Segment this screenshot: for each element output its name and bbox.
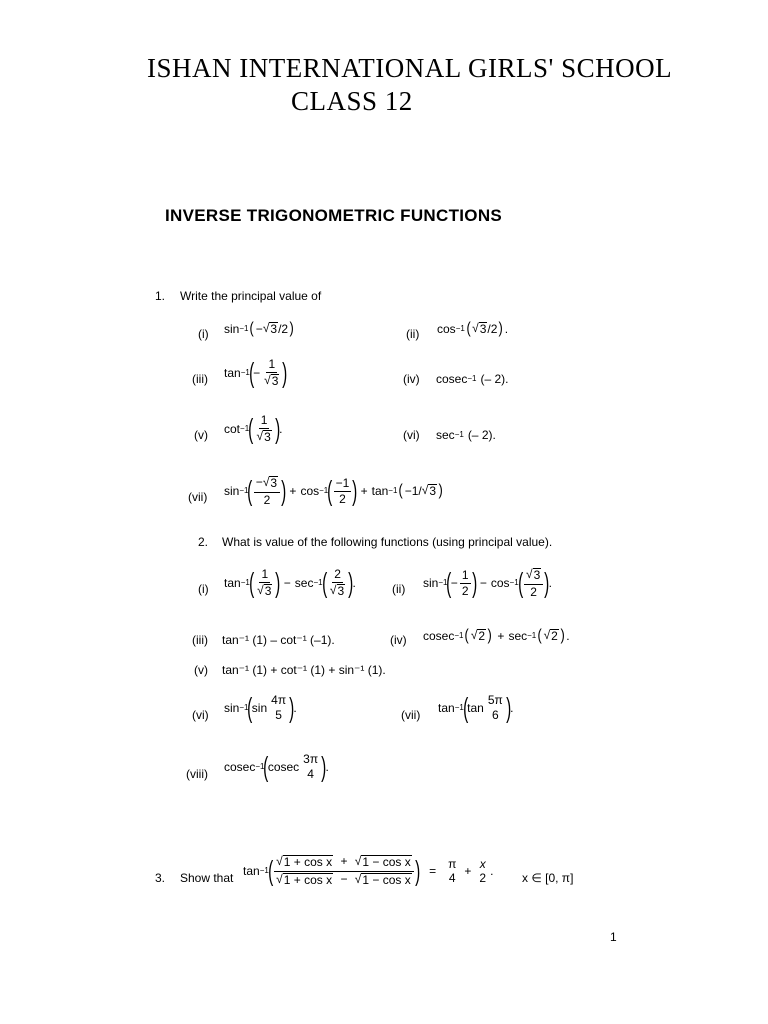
q1-label-ii: (ii): [406, 327, 420, 341]
q2-label-viii: (viii): [186, 767, 208, 781]
paren-right: ): [505, 692, 512, 723]
denominator: 6: [491, 708, 499, 722]
period: .: [548, 576, 552, 591]
q2-expr-vi: sin −1 ( sin 4π 5 ) .: [224, 692, 297, 723]
radicand: 2: [551, 628, 558, 643]
paren-right: ): [321, 751, 327, 782]
denominator: 4: [448, 871, 456, 886]
q2-label-iv: (iv): [390, 633, 407, 647]
denominator: 2: [530, 584, 537, 599]
sqrt: √ 1 − cos x: [354, 871, 411, 887]
paren-right: ): [289, 320, 294, 337]
paren-right: ): [438, 482, 443, 500]
q1-expr-iii: tan −1 ( − 1 √ 3 ): [224, 357, 288, 389]
page-number: 1: [610, 930, 617, 944]
q1-label-i: (i): [198, 327, 209, 341]
sqrt: √ 2: [543, 627, 558, 643]
period: .: [490, 864, 494, 879]
radicand: 1 + cos x: [283, 855, 333, 869]
plus-sign: +: [464, 864, 472, 879]
numerator: 1: [268, 357, 276, 371]
fn-sec: sec: [436, 428, 455, 442]
q3-number: 3.: [155, 871, 166, 885]
numerator: 1: [461, 568, 469, 583]
numerator: −1: [335, 476, 350, 491]
numerator: 1: [261, 567, 269, 581]
fn-cosec-inner: cosec: [267, 760, 300, 774]
q2-text: What is value of the following functions (using principal value).: [222, 535, 553, 549]
paren-left: (: [321, 567, 327, 599]
paren-left: (: [466, 320, 471, 337]
period: .: [325, 760, 329, 774]
fn-cos: cos: [490, 576, 510, 591]
fraction: [477, 858, 488, 885]
q1-label-iii: (iii): [192, 372, 208, 386]
fn-sin: sin: [224, 322, 240, 336]
radicand: 3: [264, 429, 271, 444]
fn-tan-inner: tan: [467, 701, 484, 715]
q2-label-v: (v): [194, 663, 208, 677]
denominator: √ 3: [256, 428, 271, 444]
denominator: 2: [263, 492, 271, 507]
fn-sec: sec: [508, 629, 528, 643]
class-label: CLASS 12: [291, 86, 413, 116]
radicand: 3: [271, 373, 279, 388]
sqrt: √ 1 + cos x: [276, 871, 333, 887]
argument: (– 2).: [480, 372, 509, 386]
paren-right: ): [560, 627, 565, 644]
fn-cosec: cosec: [224, 760, 256, 774]
numerator: 5π: [487, 693, 503, 708]
radicand: 3: [429, 483, 437, 498]
denominator: √ 3: [264, 372, 279, 388]
fraction: [269, 694, 288, 721]
paren-left: (: [446, 567, 452, 599]
fraction: [274, 855, 414, 888]
fraction: [460, 569, 471, 597]
q2-label-vi: (vi): [192, 708, 209, 722]
q2-label-ii: (ii): [392, 582, 406, 596]
plus-sign: +: [289, 484, 297, 499]
paren-left: (: [537, 627, 543, 644]
sqrt: √ 3: [262, 320, 278, 336]
radicand: 3: [533, 568, 541, 582]
minus-sign: −: [340, 871, 348, 886]
paren-left: (: [248, 567, 255, 599]
fn-sin-inner: sin: [251, 701, 268, 715]
fraction: [486, 694, 505, 721]
fraction: [254, 476, 280, 506]
paren-right: ): [275, 567, 281, 599]
paren-right: ): [414, 855, 420, 887]
numerator: − √ 3: [254, 476, 280, 493]
q1-label-vi: (vi): [403, 428, 420, 442]
denominator: 5: [275, 708, 282, 722]
radicand: 1 − cos x: [362, 855, 411, 869]
fn-tan: tan: [224, 576, 241, 591]
q2-label-iii: (iii): [192, 633, 208, 647]
plus-sign: +: [497, 629, 505, 643]
sqrt: √ 3: [472, 320, 487, 336]
fraction: [255, 568, 274, 598]
q1-expr-vii: sin −1 ( − √ 3 2 ) + cos −1 ( $\frac{-1}{2}$ ) + tan −1 ( −1/ √ 3 ): [224, 475, 443, 507]
paren-right: ): [289, 692, 295, 723]
paren-right: ): [487, 627, 492, 644]
period: .: [279, 422, 283, 437]
paren-left: (: [517, 567, 523, 599]
denominator: √ 3: [329, 582, 345, 598]
paren-left: (: [462, 692, 469, 723]
numerator: 1: [260, 413, 268, 427]
neg-one-over: −1/: [404, 484, 422, 499]
school-name: ISHAN INTERNATIONAL GIRLS' SCHOOL: [147, 53, 673, 83]
numerator: 2: [334, 567, 341, 581]
paren-right: ): [274, 413, 280, 445]
paren-left: (: [247, 692, 253, 723]
q1-label-vii: (vii): [188, 490, 208, 504]
q1-label-iv: (iv): [403, 372, 420, 386]
fn-sec: sec: [294, 576, 314, 591]
denominator: 4: [307, 767, 314, 781]
q1-expr-v: cot −1 ( 1 √ 3 ) .: [224, 413, 283, 445]
q2-number: 2.: [198, 535, 209, 549]
q2-expr-i: tan −1 ( 1 √ 3 ) − sec −1 ( 2 √ 3 ) .: [224, 567, 356, 599]
fraction: [446, 858, 458, 885]
q1-expr-vi: sec −1 (– 2).: [436, 428, 496, 442]
q2-expr-v: tan⁻¹ (1) + cot⁻¹ (1) + sin⁻¹ (1).: [222, 663, 386, 677]
minus-sign: −: [283, 576, 291, 591]
neg-sign: −: [255, 475, 263, 489]
fn-tan: tan: [438, 701, 455, 715]
fraction: [262, 358, 281, 388]
fn-sin: sin: [224, 701, 240, 715]
sqrt: √ 1 − cos x: [354, 854, 411, 869]
paren-left: (: [248, 413, 254, 445]
paren-left: (: [247, 475, 253, 507]
paren-left: (: [263, 751, 269, 782]
fraction: [301, 753, 320, 780]
neg-sign: −: [255, 322, 263, 336]
paren-right: ): [348, 567, 354, 599]
period: .: [352, 576, 356, 591]
neg-sign: −: [253, 366, 261, 381]
numerator: x: [479, 856, 486, 871]
numerator: 3π: [303, 752, 319, 767]
paren-left: (: [465, 627, 470, 644]
radicand: 3: [479, 321, 487, 336]
paren-left: (: [398, 482, 404, 500]
radicand: 3: [270, 476, 278, 490]
radicand: 3: [264, 583, 272, 598]
paren-left: (: [327, 475, 333, 507]
fn-cot: cot: [224, 422, 241, 437]
q1-expr-iv: cosec −1 (– 2).: [436, 372, 509, 386]
q3-domain: x ∈ [0, π]: [522, 871, 574, 885]
q2-label-i: (i): [198, 582, 209, 596]
q1-expr-ii: cos −1 ( √ 3 /2 ) .: [437, 320, 509, 337]
plus-sign: +: [340, 854, 348, 868]
paren-right: ): [498, 320, 504, 337]
q2-expr-iv: cosec −1 ( √ 2 ) + sec −1 ( √ 2 ) .: [423, 627, 570, 644]
minus-sign: −: [479, 576, 487, 591]
q1-text: Write the principal value of: [180, 289, 322, 303]
sqrt: √ 3: [421, 482, 437, 498]
radicand: 1 − cos x: [362, 872, 411, 887]
paren-right: ): [544, 567, 550, 599]
fn-tan: tan: [371, 484, 389, 499]
q1-label-v: (v): [194, 428, 208, 442]
fn-tan: tan: [243, 864, 260, 879]
paren-right: ): [281, 475, 287, 507]
fraction: [334, 477, 352, 505]
radicand: 3: [270, 321, 278, 336]
paren-left: (: [267, 855, 274, 887]
denominator: √ 3: [257, 582, 272, 598]
radicand: 2: [478, 628, 486, 643]
numerator: √ 3: [524, 568, 543, 585]
paren-left: (: [248, 357, 255, 389]
sqrt: √ 1 + cos x: [276, 854, 333, 869]
denominator: 2: [339, 491, 346, 506]
q3-text: Show that: [180, 871, 234, 885]
radicand: 3: [337, 583, 345, 598]
fraction: [254, 414, 273, 444]
fn-sin: sin: [224, 484, 240, 499]
plus-sign: +: [360, 484, 368, 499]
paren-right: ): [282, 357, 288, 389]
fn-cosec: cosec: [436, 372, 468, 386]
q2-expr-iii: tan⁻¹ (1) – cot⁻¹ (–1).: [222, 633, 335, 647]
fn-cos: cos: [300, 484, 320, 499]
fn-cos: cos: [437, 322, 456, 336]
fraction: [328, 568, 347, 598]
q1-expr-i: sin −1 ( − √ 3 /2 ): [224, 320, 294, 337]
q3-expr: tan −1 ( √ 1 + cos x + √ 1 − cos x √ 1 + cos x − √ 1 − cos x ) = π 4 + x 2 .: [243, 854, 494, 887]
fn-sin: sin: [423, 576, 439, 591]
period: .: [566, 629, 570, 643]
q1-number: 1.: [155, 289, 166, 303]
sqrt: √ 2: [470, 627, 486, 643]
period: .: [504, 322, 509, 336]
denominator: 2: [461, 583, 469, 598]
radicand: 1 + cos x: [283, 872, 333, 887]
paren-right: ): [352, 475, 358, 507]
page-title: INVERSE TRIGONOMETRIC FUNCTIONS: [165, 206, 503, 225]
period: .: [293, 701, 297, 715]
fn-tan: tan: [224, 366, 241, 381]
denominator: 2: [479, 871, 487, 886]
q2-label-vii: (vii): [401, 708, 421, 722]
numerator: [274, 855, 414, 872]
numerator: π: [448, 856, 457, 871]
paren-right: ): [471, 567, 477, 599]
q2-expr-ii: sin −1 ( − $\frac{1}{2}$ ) − cos −1 ( √ 3 2 ) .: [423, 567, 552, 599]
q2-expr-vii: tan −1 ( tan 5π 6 ) .: [438, 692, 514, 723]
argument: (– 2).: [467, 428, 496, 442]
denominator: [274, 872, 414, 888]
over-two: /2: [278, 322, 289, 336]
equals-sign: =: [429, 864, 437, 879]
neg-sign: −: [450, 576, 458, 591]
paren-left: (: [250, 320, 255, 337]
fraction: [524, 568, 543, 598]
period: .: [510, 701, 514, 715]
numerator: 4π: [271, 693, 287, 708]
q2-expr-viii: cosec −1 ( cosec 3π 4 ) .: [224, 751, 329, 782]
over-two: /2: [487, 322, 498, 336]
fn-cosec: cosec: [423, 629, 455, 643]
